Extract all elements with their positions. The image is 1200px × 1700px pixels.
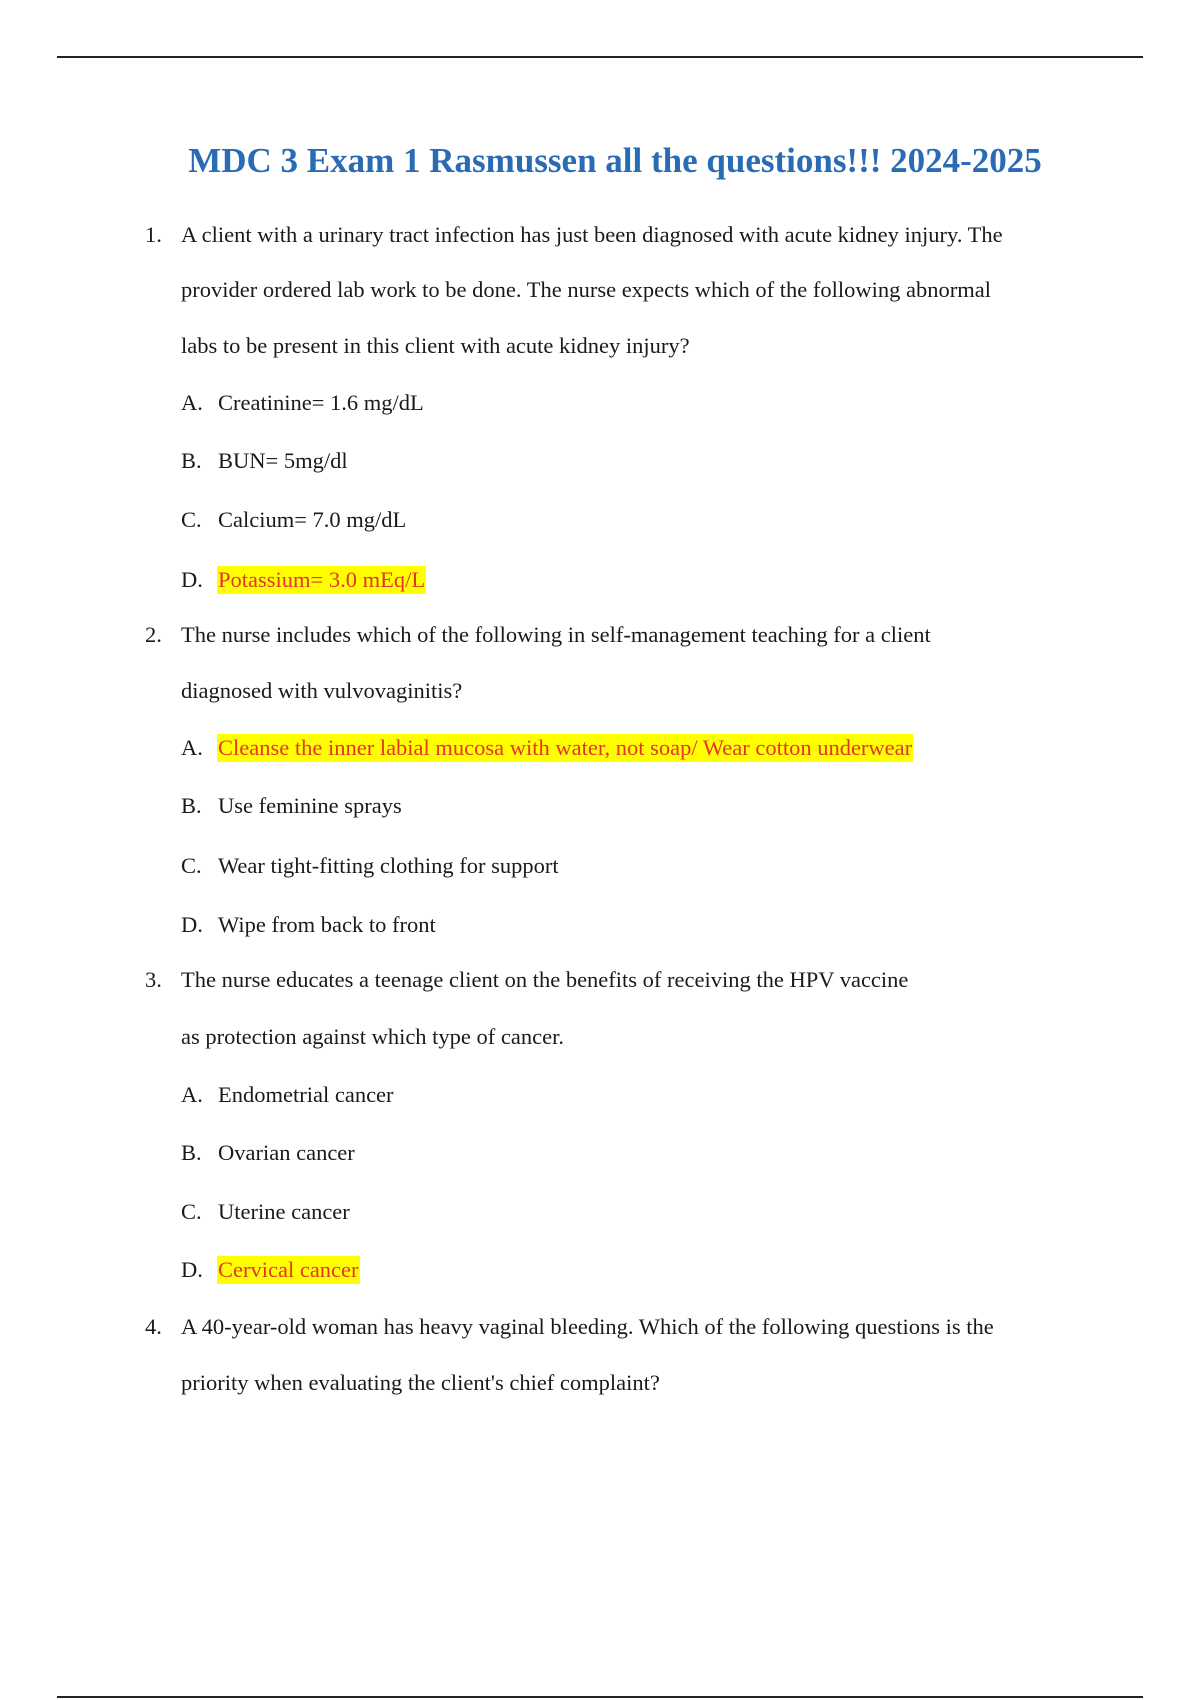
question-number: 2. — [145, 622, 162, 647]
document-title: MDC 3 Exam 1 Rasmussen all the questions!!! 2024-2025 — [188, 141, 1042, 180]
question-line: A client with a urinary tract infection has just been diagnosed with acute kidney injury. The — [181, 222, 1003, 247]
option-text: Ovarian cancer — [218, 1140, 355, 1165]
question-line: The nurse educates a teenage client on the benefits of receiving the HPV vaccine — [181, 967, 909, 992]
option-letter: A. — [181, 1082, 203, 1107]
bottom-rule — [57, 1696, 1143, 1698]
question-line: priority when evaluating the client's chief complaint? — [181, 1370, 660, 1395]
option-letter: D. — [181, 912, 203, 937]
question-line: as protection against which type of cancer. — [181, 1024, 564, 1049]
option-text: Calcium= 7.0 mg/dL — [218, 507, 407, 532]
question-number: 4. — [145, 1314, 162, 1339]
option-text: Endometrial cancer — [218, 1082, 394, 1107]
option-text: Uterine cancer — [218, 1199, 350, 1224]
question-line: The nurse includes which of the following in self-management teaching for a client — [181, 622, 931, 647]
option-text: Wipe from back to front — [218, 912, 436, 937]
question-number: 3. — [145, 967, 162, 992]
top-rule — [57, 56, 1143, 58]
question-line: provider ordered lab work to be done. The nurse expects which of the following abnormal — [181, 277, 991, 302]
option-text: BUN= 5mg/dl — [218, 448, 348, 473]
option-text: Creatinine= 1.6 mg/dL — [218, 390, 424, 415]
correct-answer-highlight: Cervical cancer — [218, 1257, 359, 1282]
option-letter: C. — [181, 1199, 202, 1224]
option-letter: A. — [181, 735, 203, 760]
option-letter: A. — [181, 390, 203, 415]
option-letter: D. — [181, 567, 203, 592]
question-line: diagnosed with vulvovaginitis? — [181, 678, 463, 703]
correct-answer-highlight: Cleanse the inner labial mucosa with water, not soap/ Wear cotton underwear — [218, 735, 913, 760]
option-letter: B. — [181, 793, 202, 818]
option-letter: B. — [181, 448, 202, 473]
option-text: Wear tight-fitting clothing for support — [218, 853, 559, 878]
option-text: Use feminine sprays — [218, 793, 402, 818]
correct-answer-highlight: Potassium= 3.0 mEq/L — [218, 567, 426, 592]
question-line: labs to be present in this client with acute kidney injury? — [181, 333, 690, 358]
option-letter: C. — [181, 853, 202, 878]
option-letter: B. — [181, 1140, 202, 1165]
option-letter: D. — [181, 1257, 203, 1282]
question-line: A 40-year-old woman has heavy vaginal bleeding. Which of the following questions is the — [181, 1314, 994, 1339]
question-number: 1. — [145, 222, 162, 247]
option-letter: C. — [181, 507, 202, 532]
